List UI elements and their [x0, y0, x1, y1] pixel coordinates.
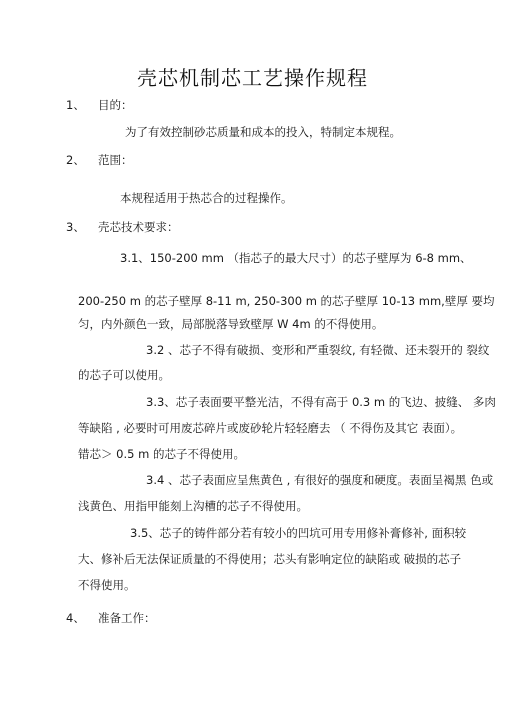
req-3-2-line-1: 3.2 、芯子不得有破损、变形和严重裂纹, 有轻微、还未裂开的 裂纹 [146, 343, 490, 357]
section-2-number: 2、 [66, 153, 85, 167]
req-3-5-line-3: 不得使用。 [78, 578, 136, 592]
req-3-2-line-2: 的芯子可以使用。 [78, 368, 170, 382]
req-3-3-line-1: 3.3、芯子表面要平整光洁，不得有高于 0.3 m 的飞边、披缝、 多肉 [146, 395, 496, 409]
req-3-5-line-2: 大、修补后无法保证质量的不得使用；芯头有影响定位的缺陷或 破损的芯子 [78, 552, 462, 566]
document-title: 壳芯机制芯工艺操作规程 [137, 66, 368, 90]
req-3-5-line-1: 3.5、芯子的铸件部分若有较小的凹坑可用专用修补膏修补, 面积较 [130, 526, 467, 540]
section-4-heading: 准备工作： [98, 611, 156, 625]
section-2-heading: 范围： [98, 153, 133, 167]
req-3-1-line-3: 匀，内外颜色一致，局部脱落导致壁厚 W 4m 的不得使用。 [78, 317, 384, 331]
scope-text: 本规程适用于热芯合的过程操作。 [120, 191, 293, 205]
section-3-heading: 壳芯技术要求： [98, 220, 179, 234]
section-3-number: 3、 [66, 220, 85, 234]
req-3-1-line-1: 3.1、150-200 mm （指芯子的最大尺寸）的芯子壁厚为 6-8 mm、 [120, 251, 472, 265]
section-1-number: 1、 [66, 98, 85, 112]
section-4-number: 4、 [66, 611, 85, 625]
req-3-3-line-2: 等缺陷 , 必要时可用废芯碎片或废砂轮片轻轻磨去 （ 不得伤及其它 表面）。 [78, 421, 463, 435]
req-3-1-line-2: 200-250 m 的芯子壁厚 8-11 m, 250-300 m 的芯子壁厚 10-13 mm,壁厚 要均 [78, 294, 495, 308]
section-1-heading: 目的： [98, 98, 133, 112]
purpose-text: 为了有效控制砂芯质量和成本的投入，特制定本规程。 [125, 125, 401, 139]
req-3-4-line-2: 浅黄色、用指甲能刻上沟槽的芯子不得使用。 [78, 499, 308, 513]
req-3-3-line-3: 错芯＞ 0.5 m 的芯子不得使用。 [78, 447, 245, 461]
req-3-4-line-1: 3.4 、芯子表面应呈焦黄色 , 有很好的强度和硬度。表面呈褐黑 色或 [146, 473, 494, 487]
